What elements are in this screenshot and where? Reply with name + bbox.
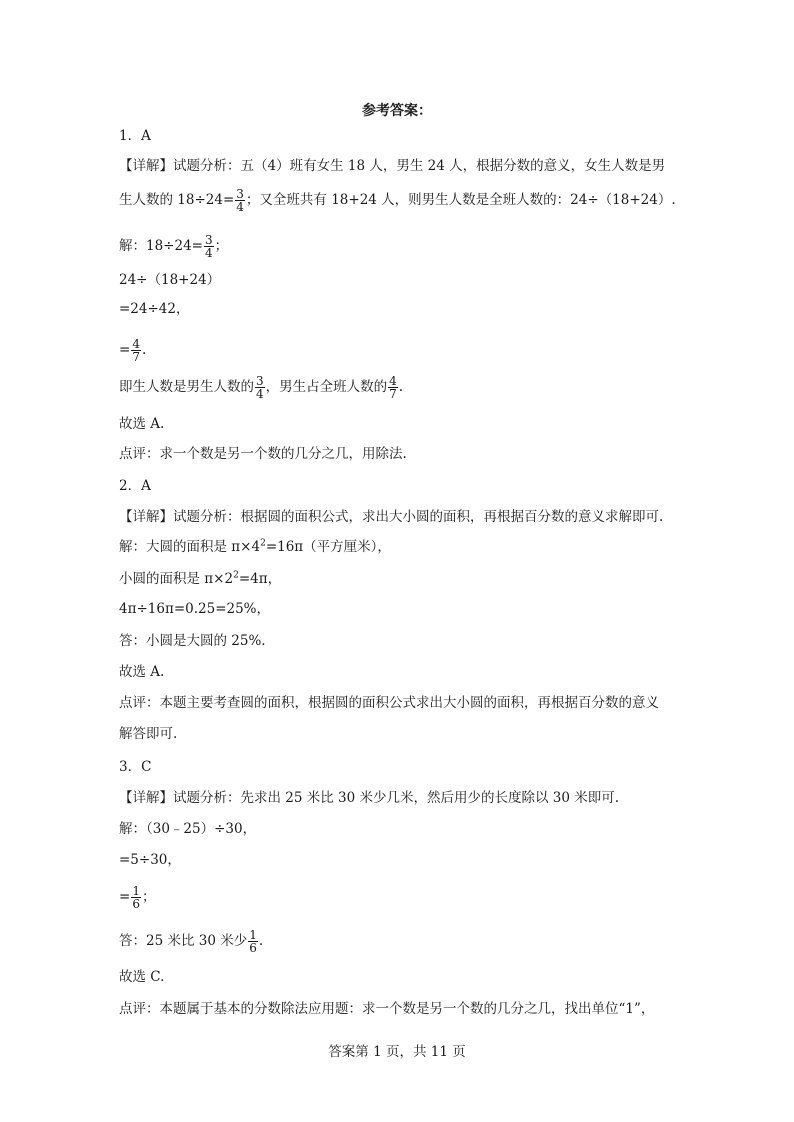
- q2-analysis: 【详解】试题分析：根据圆的面积公式，求出大小圆的面积，再根据百分数的意义求解即可.: [119, 509, 664, 525]
- q1-analysis-text-b: ；又全班共有 18+24 人，则男生人数是全班人数的：24÷（18+24）.: [245, 192, 676, 208]
- q1-answer: 1．A: [119, 128, 151, 144]
- q2-ratio: 4π÷16π=0.25=25%，: [119, 601, 271, 617]
- fraction-4-7: $\frac{4}{7}$: [132, 337, 140, 364]
- q2-answer: 2．A: [119, 478, 151, 494]
- q1-analysis-text-a: 生人数的 18÷24=: [119, 192, 235, 208]
- q3-step1: =5÷30，: [119, 852, 181, 868]
- q1-step3: = $\frac{4}{7}$ .: [119, 337, 147, 364]
- q1-conclusion: 即生人数是男生人数的 $\frac{3}{4}$ ，男生占全班人数的 $\frac{4}{7}$ .: [119, 374, 404, 401]
- q1-step2: =24÷42，: [119, 301, 190, 317]
- q3-step2: = $\frac{1}{6}$ ；: [119, 884, 156, 911]
- q1-comment: 点评：求一个数是另一个数的几分之几，用除法.: [119, 446, 407, 462]
- q1-analysis-line2: [119, 188, 676, 213]
- q3-answer: 3．C: [119, 759, 152, 775]
- q1-analysis-line1: 【详解】试题分析：五（4）班有女生 18 人，男生 24 人，根据分数的意义，女生人数是男: [119, 158, 666, 174]
- q3-analysis: 【详解】试题分析：先求出 25 米比 30 米少几米，然后用少的长度除以 30 米即可.: [119, 790, 620, 806]
- fraction-3-4: $\frac{3}{4}$: [204, 233, 213, 260]
- q2-comment-line1: 点评：本题主要考查圆的面积，根据圆的面积公式求出大小圆的面积，再根据百分数的意义: [119, 695, 659, 711]
- page-footer: 答案第 1 页，共 11 页: [328, 1044, 466, 1060]
- q2-final-answer: 答：小圆是大圆的 25%.: [119, 633, 266, 649]
- fraction-4-7: $\frac{4}{7}$: [389, 374, 397, 401]
- q2-solution: 解：大圆的面积是 $\pi\times 4^2=16\pi$（平方厘米），: [119, 538, 391, 555]
- q1-solution: 解：18÷24= $\frac{3}{4}$ ；: [119, 233, 229, 260]
- fraction-1-6: $\frac{1}{6}$: [132, 884, 140, 911]
- q3-choice: 故选 C.: [119, 969, 165, 985]
- q2-choice: 故选 A.: [119, 664, 165, 680]
- q3-final-answer: 答：25 米比 30 米少 $\frac{1}{6}$ .: [119, 928, 264, 955]
- q3-comment: 点评：本题属于基本的分数除法应用题：求一个数是另一个数的几分之几，找出单位“1”，: [119, 1001, 655, 1017]
- fraction-3-4: $\frac{3}{4}$: [236, 187, 244, 214]
- q2-comment-line2: 解答即可.: [119, 726, 178, 742]
- fraction-1-6: $\frac{1}{6}$: [249, 928, 257, 955]
- q1-step1: 24÷（18+24）: [119, 272, 221, 288]
- q3-solution: 解：（30﹣25）÷30，: [119, 821, 257, 837]
- q2-small-circle: 小圆的面积是 $\pi\times 2^2=4\pi$，: [119, 570, 282, 587]
- fraction-3-4: $\frac{3}{4}$: [256, 374, 264, 401]
- page-title: 参考答案：: [362, 103, 432, 119]
- q1-choice: 故选 A.: [119, 416, 165, 432]
